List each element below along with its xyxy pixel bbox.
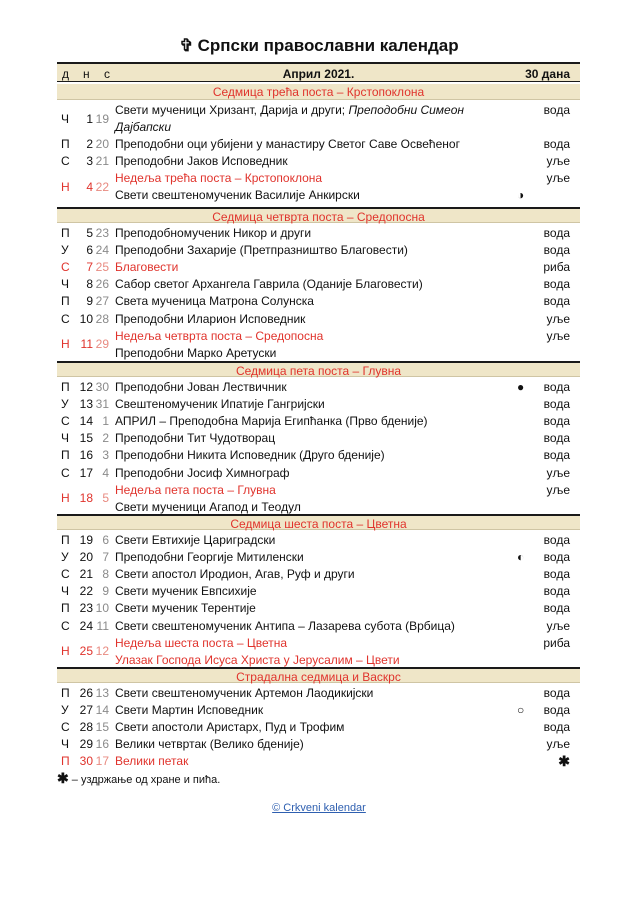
table-row — [57, 618, 580, 635]
saint-text: Преподобни Никита Исповедник (Друго бденије) — [115, 448, 385, 463]
weekday-cell: П — [61, 533, 70, 547]
old-date-cell: 28 — [95, 311, 109, 326]
header-weekday: д — [62, 67, 70, 81]
saint-text — [115, 102, 500, 119]
new-date-cell: 18 — [79, 491, 93, 506]
old-date-cell: 27 — [95, 294, 109, 309]
table-row — [57, 566, 580, 583]
table-row — [57, 482, 580, 516]
weekday-cell: Н — [61, 491, 70, 506]
table-row — [57, 379, 580, 396]
new-date-cell: 23 — [79, 601, 93, 616]
week-heading: Седмица четврта поста – Средопосна — [57, 207, 580, 223]
weekday-cell: С — [61, 154, 70, 169]
table-row — [57, 753, 580, 770]
star-icon: ✱ — [57, 770, 69, 786]
saint-text: Свети апостол Иродион, Агав, Руф и други — [115, 567, 355, 582]
fasting-rule-cell: ✱ — [558, 753, 570, 770]
saint-text: Свети свештеномученик Василије Анкирски — [115, 188, 360, 203]
new-date-cell: 3 — [86, 154, 93, 169]
table-row — [57, 276, 580, 293]
new-date-cell: 14 — [79, 414, 93, 429]
weekday-cell: У — [61, 397, 69, 412]
table-row — [57, 311, 580, 328]
saint-text: Недеља четврта поста – Средопосна — [115, 328, 324, 343]
new-date-cell: 1 — [86, 111, 93, 126]
fasting-rule-cell: вода — [543, 397, 570, 412]
header-month: Април 2021. — [282, 67, 355, 81]
table-row — [57, 242, 580, 259]
new-date-cell: 22 — [79, 584, 93, 599]
new-date-cell: 28 — [79, 720, 93, 735]
old-date-cell: 23 — [95, 226, 109, 240]
weekday-cell: Ч — [61, 584, 69, 599]
new-date-cell: 24 — [79, 618, 93, 633]
old-date-cell: 31 — [95, 397, 109, 412]
new-date-cell: 29 — [79, 737, 93, 752]
fasting-rule-cell: уље — [546, 311, 570, 326]
saint-text: Дајбапски — [115, 120, 172, 135]
new-date-cell: 19 — [79, 533, 93, 547]
weekday-cell: У — [61, 550, 69, 565]
table-row — [57, 736, 580, 753]
saint-text-italic: Преподобни Симеон — [348, 103, 464, 117]
fasting-rule-cell: вода — [543, 703, 570, 718]
saint-text: Недеља шеста поста – Цветна — [115, 635, 288, 650]
old-date-cell: 25 — [95, 260, 109, 275]
weekday-cell: С — [61, 567, 70, 582]
week-heading: Седмица шеста поста – Цветна — [57, 514, 580, 530]
old-date-cell: 22 — [95, 179, 109, 194]
new-date-cell: 26 — [79, 686, 93, 700]
weekday-cell: С — [61, 414, 70, 429]
old-date-cell: 3 — [102, 448, 109, 463]
weekday-cell: Ч — [61, 111, 69, 126]
new-date-cell: 8 — [86, 277, 93, 292]
table-row — [57, 170, 580, 204]
weekday-cell: Н — [61, 337, 70, 352]
weekday-cell: Ч — [61, 431, 69, 446]
weekday-cell: П — [61, 294, 70, 309]
new-date-cell: 6 — [86, 243, 93, 258]
weekday-cell: П — [61, 754, 70, 769]
header-day-count: 30 дана — [525, 67, 570, 81]
fasting-rule-cell: вода — [543, 584, 570, 599]
weekday-cell: П — [61, 380, 70, 394]
old-date-cell: 26 — [95, 277, 109, 292]
fasting-rule-cell: вода — [543, 550, 570, 565]
old-date-cell: 5 — [102, 491, 109, 506]
old-date-cell: 15 — [95, 720, 109, 735]
old-date-cell: 7 — [102, 550, 109, 565]
week-heading: Седмица трећа поста – Крстопоклона — [57, 84, 580, 100]
header-old-style: с — [104, 67, 110, 81]
table-row — [57, 153, 580, 170]
week-heading: Страдална седмица и Васкрс — [57, 667, 580, 683]
saint-text: Преподобни Тит Чудотворац — [115, 431, 276, 446]
fasting-rule-cell: вода — [543, 414, 570, 429]
saint-text: Велики петак — [115, 754, 189, 769]
saint-text-part: Свети мученици Хризант, Дарија и други; — [115, 103, 349, 117]
old-date-cell: 19 — [95, 111, 109, 126]
old-date-cell: 1 — [102, 414, 109, 429]
table-row — [57, 225, 580, 242]
new-date-cell: 17 — [79, 465, 93, 480]
fasting-rule-cell: вода — [543, 431, 570, 446]
old-date-cell: 16 — [95, 737, 109, 752]
fasting-rule-cell: вода — [543, 720, 570, 735]
fasting-rule-cell: вода — [543, 103, 570, 117]
weekday-cell: Н — [61, 644, 70, 659]
old-date-cell: 9 — [102, 584, 109, 599]
new-date-cell: 5 — [86, 226, 93, 240]
table-row — [57, 532, 580, 549]
old-date-cell: 11 — [96, 618, 109, 633]
weekday-cell: С — [61, 311, 70, 326]
saint-text: Недеља пета поста – Глувна — [115, 482, 276, 497]
saint-text: Преподобни Јаков Исповедник — [115, 154, 288, 169]
old-date-cell: 13 — [95, 686, 109, 700]
weekday-cell: П — [61, 137, 70, 152]
page-title — [0, 36, 638, 56]
table-row — [57, 447, 580, 464]
new-date-cell: 4 — [86, 179, 93, 194]
weekday-cell: Н — [61, 179, 70, 194]
weekday-cell: Ч — [61, 737, 69, 752]
saint-text: Преподобни Јосиф Химнограф — [115, 465, 290, 480]
table-row — [57, 465, 580, 482]
fasting-rule-cell: вода — [543, 380, 570, 394]
saint-text: Света мученица Матрона Солунска — [115, 294, 314, 309]
old-date-cell: 6 — [102, 533, 109, 547]
saint-text: Велики четвртак (Велико бденије) — [115, 737, 304, 752]
table-row — [57, 328, 580, 362]
table-row — [57, 549, 580, 566]
old-date-cell: 10 — [95, 601, 109, 616]
weekday-cell: С — [61, 260, 70, 275]
new-date-cell: 30 — [79, 754, 93, 769]
header-new-style: н — [83, 67, 90, 81]
weekday-cell: У — [61, 703, 69, 718]
new-date-cell: 27 — [79, 703, 93, 718]
table-row — [57, 430, 580, 447]
moon-phase-icon: ○ — [517, 703, 525, 718]
fasting-rule-cell: вода — [543, 137, 570, 152]
fasting-rule-cell: вода — [543, 601, 570, 616]
old-date-cell: 24 — [95, 243, 109, 258]
fasting-rule-cell: уље — [546, 328, 570, 343]
saint-text: Свети Мартин Исповедник — [115, 703, 264, 718]
weekday-cell: Ч — [61, 277, 69, 292]
table-row — [57, 635, 580, 669]
fasting-rule-cell: уље — [546, 737, 570, 752]
weekday-cell: У — [61, 243, 69, 258]
table-row — [57, 396, 580, 413]
saint-text: Свештеномученик Ипатије Гангријски — [115, 397, 325, 412]
fasting-rule-cell: уље — [546, 482, 570, 497]
saint-text: Свети Евтихије Цариградски — [115, 533, 276, 547]
fasting-rule-cell: вода — [543, 277, 570, 292]
new-date-cell: 21 — [79, 567, 93, 582]
fasting-rule-cell: риба — [543, 635, 570, 650]
footnote — [57, 770, 220, 787]
new-date-cell: 7 — [86, 260, 93, 275]
table-row — [57, 583, 580, 600]
saint-text: АПРИЛ – Преподобна Марија Египћанка (Прво бденије) — [115, 414, 428, 429]
old-date-cell: 2 — [102, 431, 109, 446]
fasting-rule-cell: вода — [543, 226, 570, 240]
orthodox-cross-icon: ✞ — [179, 36, 194, 55]
new-date-cell: 15 — [79, 431, 93, 446]
saint-text: Недеља трећа поста – Крстопоклона — [115, 171, 323, 186]
fasting-rule-cell: уље — [546, 618, 570, 633]
table-row — [57, 702, 580, 719]
table-row — [57, 259, 580, 276]
new-date-cell: 2 — [86, 137, 93, 152]
old-date-cell: 21 — [95, 154, 109, 169]
new-date-cell: 16 — [79, 448, 93, 463]
fasting-rule-cell: вода — [543, 567, 570, 582]
fasting-rule-cell: уље — [546, 154, 570, 169]
new-date-cell: 20 — [79, 550, 93, 565]
weekday-cell: С — [61, 465, 70, 480]
old-date-cell: 14 — [95, 703, 109, 718]
saint-text: Улазак Господа Исуса Христа у Јерусалим – Цвети — [115, 652, 400, 667]
page-title-text: Српски православни календар — [197, 36, 459, 55]
old-date-cell: 12 — [95, 644, 109, 659]
saint-text: Благовести — [115, 260, 179, 275]
old-date-cell: 17 — [95, 754, 109, 769]
saint-text: Свети свештеномученик Артемон Лаодикијски — [115, 686, 374, 700]
saint-text: Преподобни Јован Лествичник — [115, 380, 287, 394]
table-header — [57, 62, 580, 82]
weekday-cell: С — [61, 618, 70, 633]
saint-text: Свети апостоли Аристарх, Пуд и Трофим — [115, 720, 345, 735]
weekday-cell: П — [61, 448, 70, 463]
moon-phase-icon: ● — [517, 380, 525, 394]
fasting-rule-cell: риба — [543, 260, 570, 275]
saint-text: Преподобни Георгије Митиленски — [115, 550, 304, 565]
fasting-rule-cell: вода — [543, 448, 570, 463]
weekday-cell: С — [61, 720, 70, 735]
moon-phase-icon: ◑ — [517, 188, 525, 203]
fasting-rule-cell: вода — [543, 294, 570, 309]
table-row — [57, 685, 580, 702]
new-date-cell: 9 — [86, 294, 93, 309]
table-row — [57, 293, 580, 310]
table-row — [57, 719, 580, 736]
saint-text: Преподобни оци убијени у манастиру Светог Саве Освећеног — [115, 137, 460, 152]
saint-text: Преподобни Иларион Исповедник — [115, 311, 306, 326]
saint-text: Преподобномученик Никор и други — [115, 226, 312, 240]
weekday-cell: П — [61, 226, 70, 240]
saint-text: Свети свештеномученик Антипа – Лазарева субота (Врбица) — [115, 618, 455, 633]
week-heading: Седмица пета поста – Глувна — [57, 361, 580, 377]
saint-text: Преподобни Захарије (Претпразништво Благовести) — [115, 243, 408, 258]
old-date-cell: 20 — [95, 137, 109, 152]
saint-text: Свети мученик Евпсихије — [115, 584, 257, 599]
new-date-cell: 10 — [79, 311, 93, 326]
fasting-rule-cell: вода — [543, 533, 570, 547]
fasting-rule-cell: вода — [543, 686, 570, 700]
crkveni-kalendar-link[interactable]: © Crkveni kalendar — [272, 802, 366, 814]
new-date-cell: 12 — [79, 380, 93, 394]
footnote-text: – уздржање од хране и пића. — [68, 774, 221, 786]
table-row — [57, 413, 580, 430]
saint-text: Преподобни Марко Аретуски — [115, 345, 277, 360]
old-date-cell: 8 — [102, 567, 109, 582]
saint-text: Свети мученик Терентије — [115, 601, 256, 616]
weekday-cell: П — [61, 601, 70, 616]
table-row — [57, 136, 580, 153]
saint-text: Сабор светог Архангела Гаврила (Оданије Благовести) — [115, 277, 423, 292]
new-date-cell: 13 — [79, 397, 93, 412]
table-row — [57, 600, 580, 617]
fasting-rule-cell: уље — [546, 465, 570, 480]
new-date-cell: 11 — [80, 337, 93, 352]
old-date-cell: 4 — [102, 465, 109, 480]
weekday-cell: П — [61, 686, 70, 700]
new-date-cell: 25 — [79, 644, 93, 659]
old-date-cell: 30 — [95, 380, 109, 394]
moon-phase-icon: ◐ — [517, 550, 525, 565]
fasting-rule-cell: уље — [546, 171, 570, 186]
old-date-cell: 29 — [95, 337, 109, 352]
saint-text: Свети мученици Агапод и Теодул — [115, 499, 301, 514]
fasting-rule-cell: вода — [543, 243, 570, 258]
table-row — [57, 102, 580, 136]
